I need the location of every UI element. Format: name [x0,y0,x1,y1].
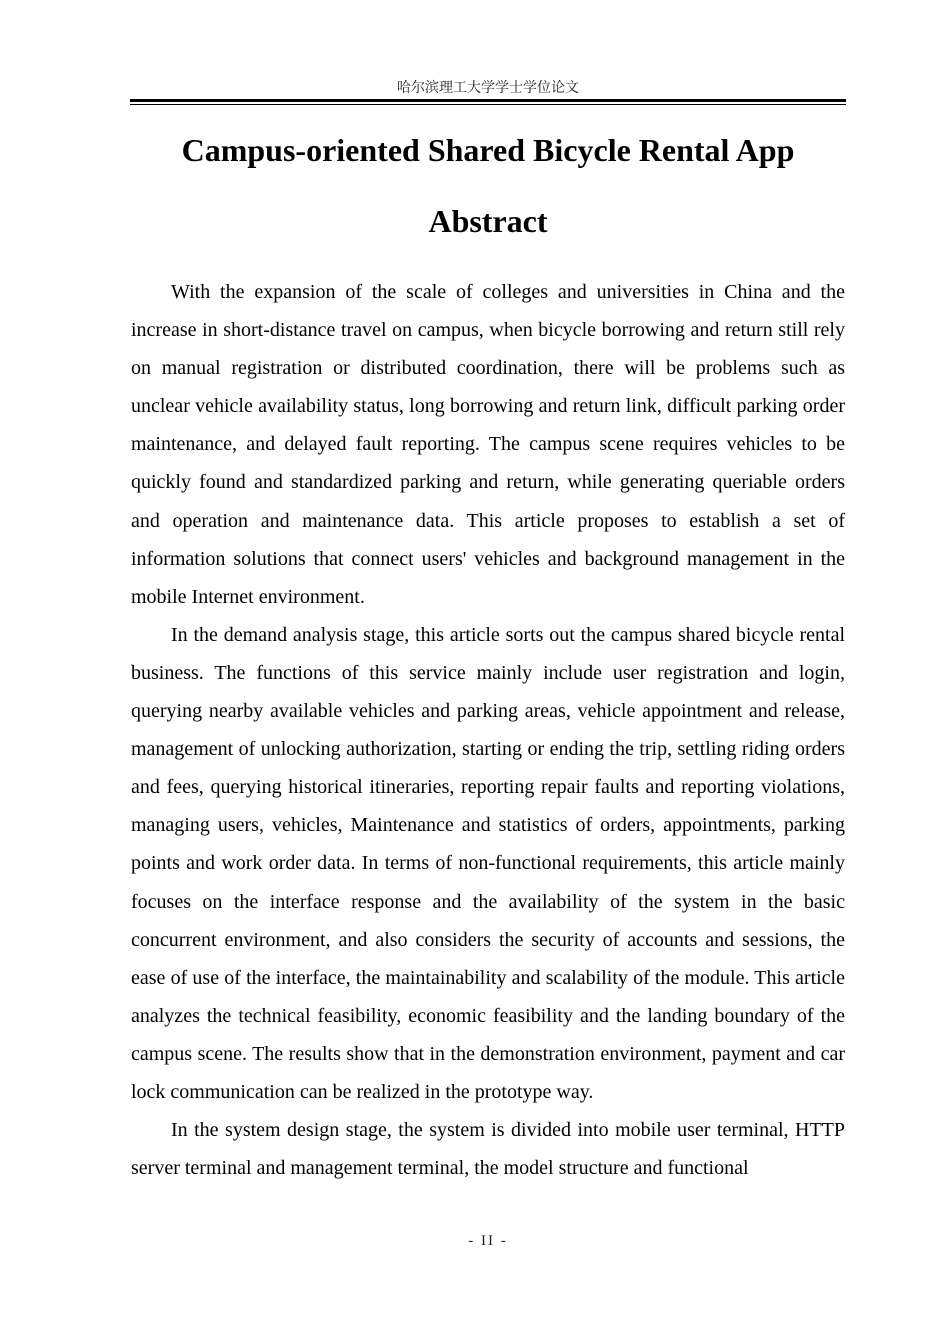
header-rule-thick [130,99,846,102]
page-number: - II - [468,1233,508,1249]
abstract-paragraph-3: In the system design stage, the system is divided into mobile user terminal, HTTP server terminal and management terminal, the model structure and functional [131,1119,845,1180]
header-rule-thin [130,104,846,105]
abstract-paragraph-1: With the expansion of the scale of colleges and universities in China and the increase in short-distance travel on campus, when bicycle borrowing and return still rely on manual registration or distributed coordination, there will be problems such as unclear vehicle availability status, long borrowing and return link, difficult parking order maintenance, and delayed fault reporting. The campus scene requires vehicles to be quickly found and standardized parking and return, while generating queriable orders and operation and maintenance data. This article proposes to establish a set of information solutions that connect users' vehicles and background management in the mobile Internet environment. [131,281,845,608]
paper-title: Campus-oriented Shared Bicycle Rental App [181,132,795,168]
abstract-paragraph-2: In the demand analysis stage, this article sorts out the campus shared bicycle rental business. The functions of this service mainly include user registration and login, querying nearby available vehicles and parking areas, vehicle appointment and release, management of unlocking authorization, starting or ending the trip, settling riding orders and fees, querying historical itineraries, reporting repair faults and reporting violations, managing users, vehicles, Maintenance and statistics of orders, appointments, parking points and work order data. In terms of non-functional requirements, this article mainly focuses on the interface response and the availability of the system in the basic concurrent environment, and also considers the security of accounts and sessions, the ease of use of the interface, the maintainability and scalability of the module. This article analyzes the technical feasibility, economic feasibility and the landing boundary of the campus scene. The results show that in the demonstration environment, payment and car lock communication can be realized in the prototype way. [131,623,845,1103]
running-header: 哈尔滨理工大学学士学位论文 [397,80,579,96]
abstract-body [131,273,845,1187]
abstract-heading: Abstract [428,203,548,239]
